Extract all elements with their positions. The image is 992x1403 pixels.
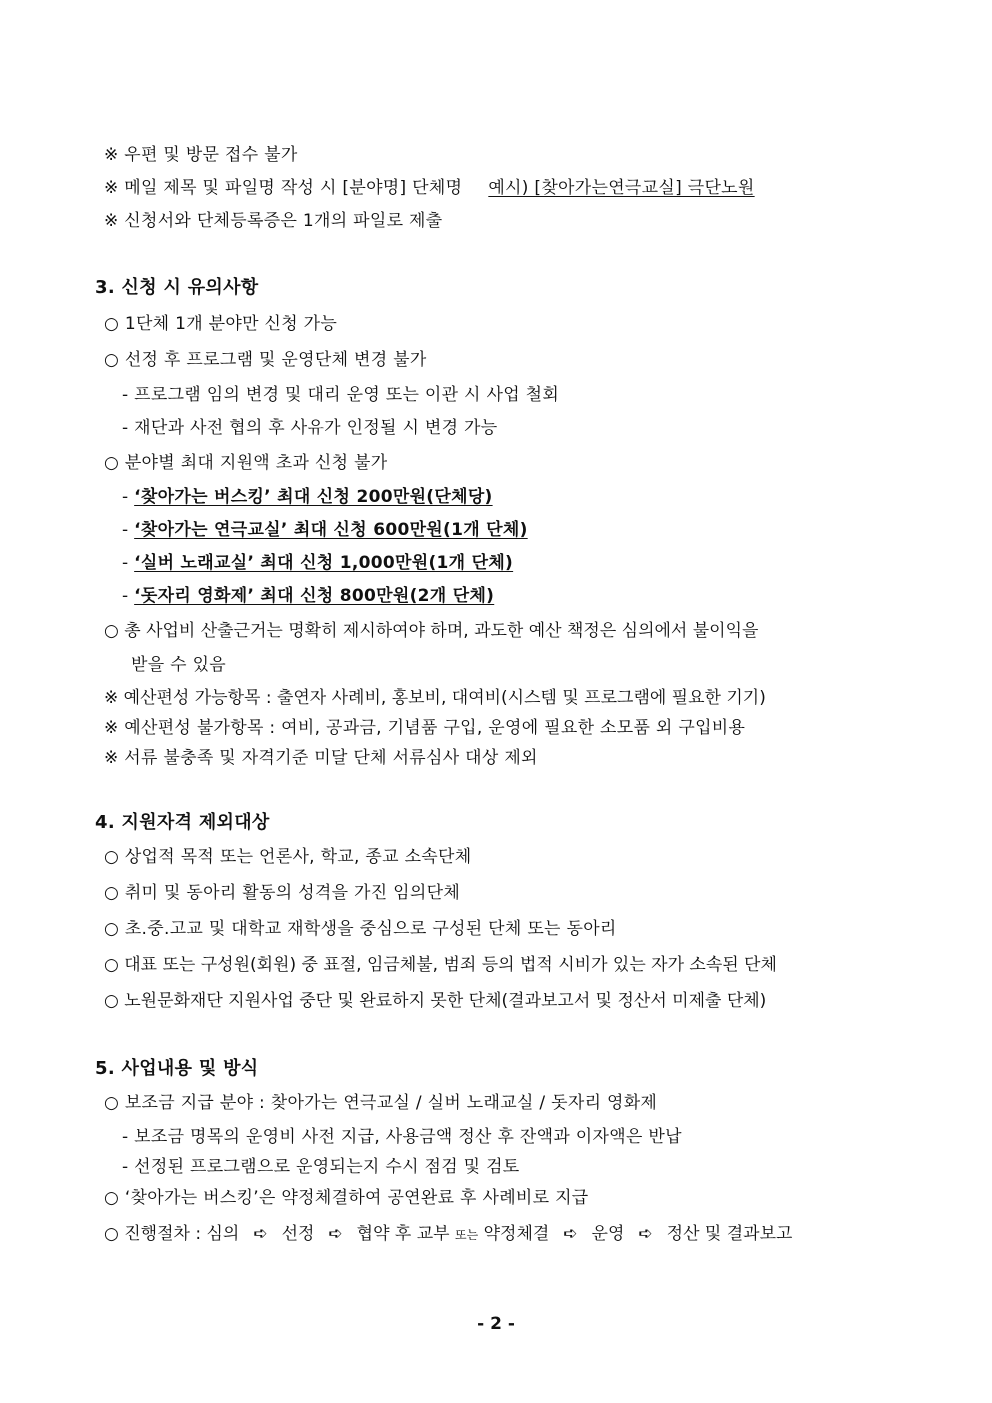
process-step-settle: 정산 및 결과보고 <box>666 1224 793 1244</box>
section4-item: ○ 취미 및 동아리 활동의 성격을 가진 임의단체 <box>104 883 461 903</box>
section4-item: ○ 노원문화재단 지원사업 중단 및 완료하지 못한 단체(결과보고서 및 정산서 미제출 단체) <box>104 991 767 1011</box>
process-label: ○ 진행절차 : 심의 <box>104 1224 240 1244</box>
limit-dash: - <box>122 553 135 573</box>
note-no-mail-visit: ※ 우편 및 방문 접수 불가 <box>104 145 298 165</box>
limit-theater-text: ‘찾아가는 연극교실’ 최대 신청 600만원(1개 단체) <box>134 520 528 540</box>
process-steps <box>104 1222 792 1247</box>
section5-item1-sub1: - 보조금 명목의 운영비 사전 지급, 사용금액 정산 후 잔액과 이자액은 반납 <box>122 1127 682 1147</box>
section3-item4-line2: 받을 수 있음 <box>131 655 227 675</box>
section3-item4-line1: ○ 총 사업비 산출근거는 명확히 제시하여야 하며, 과도한 예산 책정은 심의에서 불이익을 <box>104 621 759 641</box>
note-mail-title-text: ※ 메일 제목 및 파일명 작성 시 [분야명] 단체명 <box>104 178 463 198</box>
section3-item3: ○ 분야별 최대 지원액 초과 신청 불가 <box>104 453 388 473</box>
mail-example: 예시) [찾아가는연극교실] 극단노원 <box>488 178 755 198</box>
limit-dash: - <box>122 586 135 606</box>
note-budget-forbidden: ※ 예산편성 불가항목 : 여비, 공과금, 기념품 구입, 운영에 필요한 소모품 외 구입비용 <box>104 718 746 738</box>
process-step-select: 선정 <box>281 1224 315 1244</box>
section4-item: ○ 대표 또는 구성원(회원) 중 표절, 임금체불, 범죄 등의 법적 시비가 있는 자가 소속된 단체 <box>104 955 777 975</box>
arrow-icon: ➪ <box>638 1224 653 1244</box>
limit-film-text: ‘돗자리 영화제’ 최대 신청 800만원(2개 단체) <box>134 586 495 606</box>
section4-item: ○ 초.중.고교 및 대학교 재학생을 중심으로 구성된 단체 또는 동아리 <box>104 919 617 939</box>
limit-theater <box>122 518 528 542</box>
section5-item1-sub2: - 선정된 프로그램으로 운영되는지 수시 점검 및 검토 <box>122 1157 520 1177</box>
section3-item2: ○ 선정 후 프로그램 및 운영단체 변경 불가 <box>104 350 427 370</box>
arrow-icon: ➪ <box>563 1224 578 1244</box>
section5-heading: 5. 사업내용 및 방식 <box>95 1058 259 1079</box>
limit-film <box>122 584 494 608</box>
limit-busking-text: ‘찾아가는 버스킹’ 최대 신청 200만원(단체당) <box>134 487 493 507</box>
process-step-contract: 약정체결 <box>483 1224 550 1244</box>
note-mail-title <box>104 176 755 200</box>
limit-dash: - <box>122 487 135 507</box>
note-budget-allowed: ※ 예산편성 가능항목 : 출연자 사례비, 홍보비, 대여비(시스템 및 프로그램에 필요한 기기) <box>104 688 766 708</box>
limit-silver <box>122 551 513 575</box>
note-single-file: ※ 신청서와 단체등록증은 1개의 파일로 제출 <box>104 211 443 231</box>
process-or: 또는 <box>455 1228 479 1242</box>
arrow-icon: ➪ <box>328 1224 343 1244</box>
section4-heading: 4. 지원자격 제외대상 <box>95 812 270 833</box>
section3-heading: 3. 신청 시 유의사항 <box>95 277 259 298</box>
section3-item2-sub1: - 프로그램 임의 변경 및 대리 운영 또는 이관 시 사업 철회 <box>122 385 560 405</box>
limit-busking <box>122 485 493 509</box>
section4-item: ○ 상업적 목적 또는 언론사, 학교, 종교 소속단체 <box>104 847 472 867</box>
limit-silver-text: ‘실버 노래교실’ 최대 신청 1,000만원(1개 단체) <box>134 553 514 573</box>
section5-item1: ○ 보조금 지급 분야 : 찾아가는 연극교실 / 실버 노래교실 / 돗자리 영화제 <box>104 1093 658 1113</box>
arrow-icon: ➪ <box>253 1224 268 1244</box>
section3-item1: ○ 1단체 1개 분야만 신청 가능 <box>104 314 338 334</box>
process-step-agreement: 협약 후 교부 <box>356 1224 450 1244</box>
note-document-review: ※ 서류 불충족 및 자격기준 미달 단체 서류심사 대상 제외 <box>104 748 538 768</box>
process-step-operate: 운영 <box>591 1224 625 1244</box>
page-number: - 2 - <box>477 1314 515 1334</box>
section5-item2: ○ ‘찾아가는 버스킹’은 약정체결하여 공연완료 후 사례비로 지급 <box>104 1188 589 1208</box>
section3-item2-sub2: - 재단과 사전 협의 후 사유가 인정될 시 변경 가능 <box>122 418 498 438</box>
limit-dash: - <box>122 520 135 540</box>
